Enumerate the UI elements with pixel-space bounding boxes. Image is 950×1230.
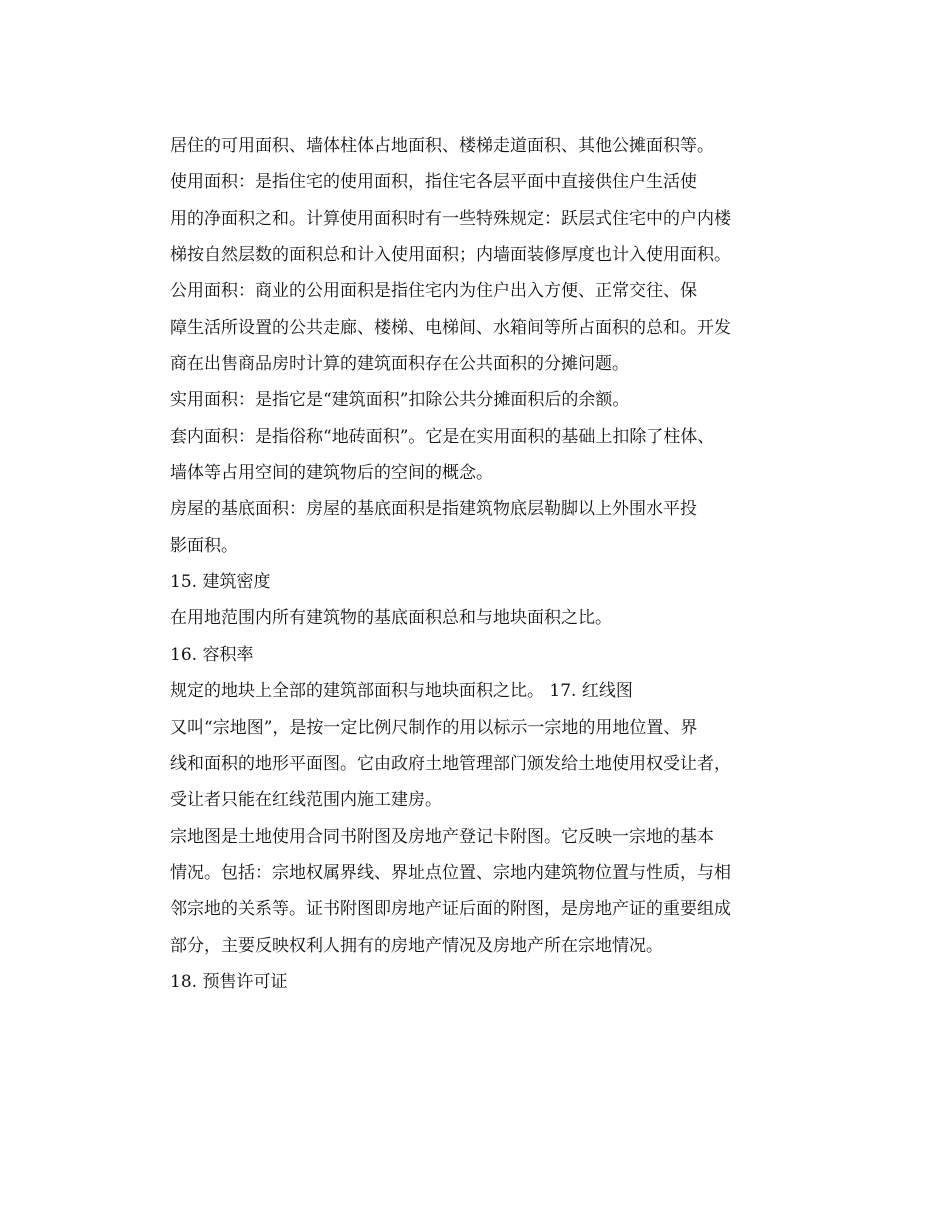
document-body [170, 128, 810, 1000]
text-line: 受让者只能在红线范围内施工建房。 [170, 790, 442, 811]
text-line: 用的净面积之和。计算使用面积时有一些特殊规定：跃层式住宅中的户内楼 [170, 208, 731, 229]
text-line: 梯按自然层数的面积总和计入使用面积；内墙面装修厚度也计入使用面积。 [170, 245, 731, 266]
text-line: 邻宗地的关系等。证书附图即房地产证后面的附图，是房地产证的重要组成 [170, 899, 731, 920]
text-line: 墙体等占用空间的建筑物后的空间的概念。 [170, 463, 493, 484]
text-line: 情况。包括：宗地权属界线、界址点位置、宗地内建筑物位置与性质，与相 [170, 862, 731, 883]
text-line: 部分，主要反映权利人拥有的房地产情况及房地产所在宗地情况。 [170, 935, 663, 956]
text-line: 房屋的基底面积：房屋的基底面积是指建筑物底层勒脚以上外围水平投 [170, 499, 697, 520]
text-line: 使用面积：是指住宅的使用面积，指住宅各层平面中直接供住户生活使 [170, 172, 697, 193]
text-line: 障生活所设置的公共走廊、楼梯、电梯间、水箱间等所占面积的总和。开发 [170, 317, 731, 338]
text-line: 实用面积：是指它是“建筑面积”扣除公共分摊面积后的余额。 [170, 390, 630, 411]
text-line: 宗地图是土地使用合同书附图及房地产登记卡附图。它反映一宗地的基本 [170, 826, 714, 847]
section-heading-16: 16. 容积率 [170, 644, 254, 665]
section-heading-18: 18. 预售许可证 [170, 971, 288, 992]
text-line: 在用地范围内所有建筑物的基底面积总和与地块面积之比。 [170, 608, 612, 629]
text-line: 线和面积的地形平面图。它由政府土地管理部门颁发给土地使用权受让者， [170, 753, 731, 774]
text-line: 套内面积：是指俗称“地砖面积”。它是在实用面积的基础上扣除了柱体、 [170, 426, 715, 447]
text-line: 商在出售商品房时计算的建筑面积存在公共面积的分摊问题。 [170, 354, 629, 375]
text-line: 居住的可用面积、墙体柱体占地面积、楼梯走道面积、其他公摊面积等。 [170, 136, 714, 156]
text-line: 影面积。 [170, 535, 238, 556]
text-line: 又叫“宗地图”，是按一定比例尺制作的用以标示一宗地的用地位置、界 [170, 717, 698, 738]
text-line: 规定的地块上全部的建筑部面积与地块面积之比。 17. 红线图 [170, 681, 633, 702]
section-heading-15: 15. 建筑密度 [170, 572, 271, 593]
text-line: 公用面积：商业的公用面积是指住宅内为住户出入方便、正常交往、保 [170, 281, 697, 302]
